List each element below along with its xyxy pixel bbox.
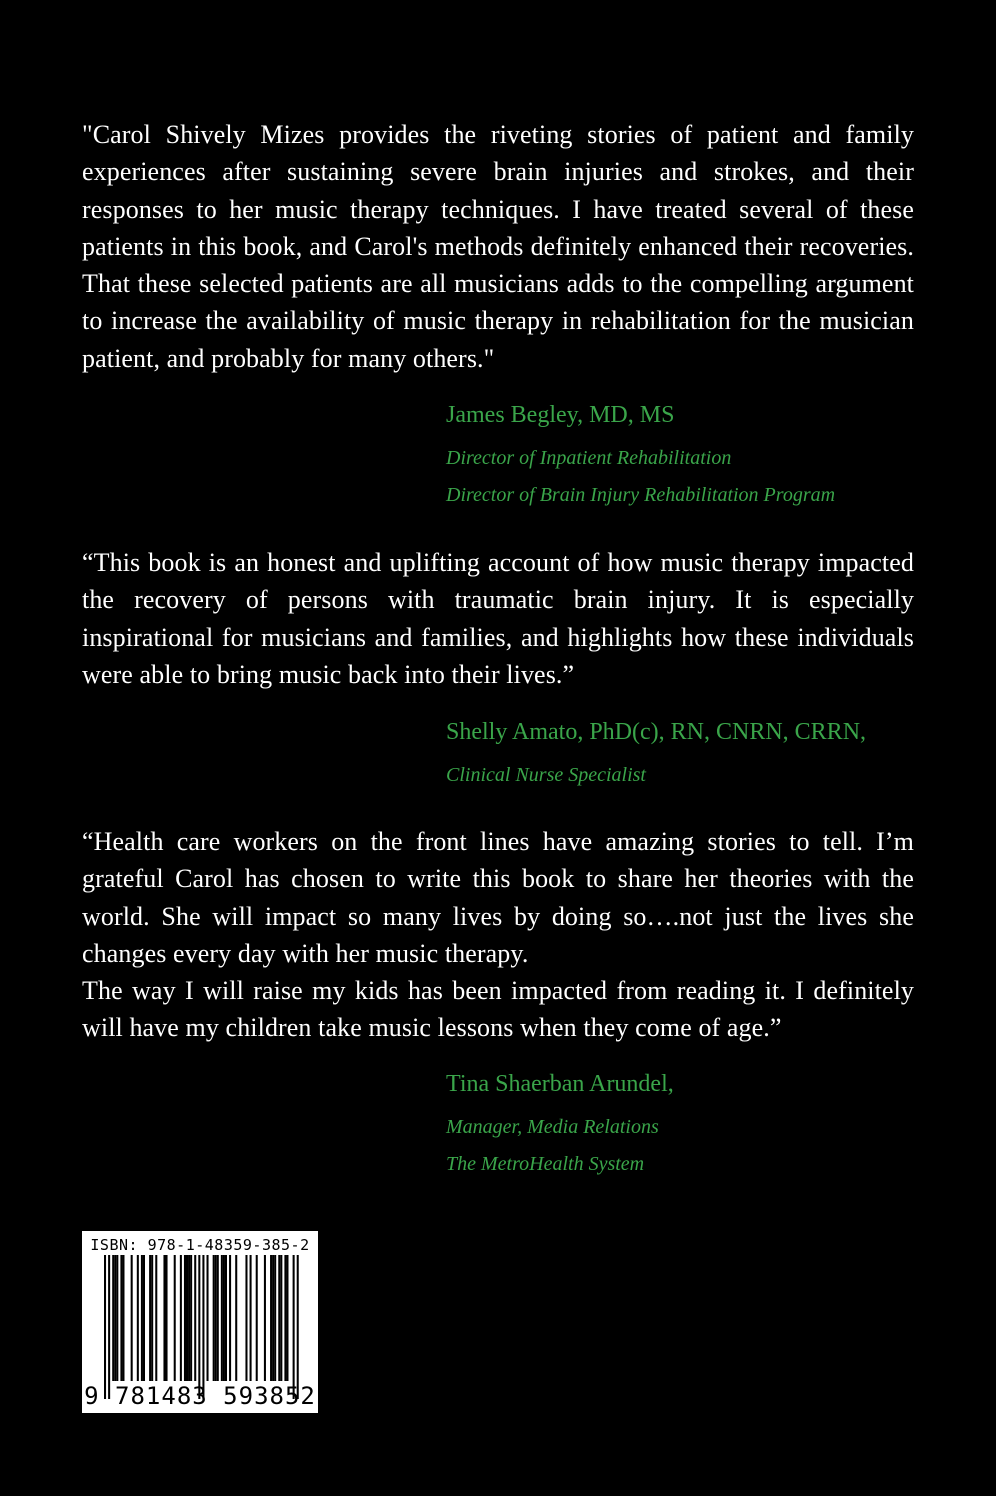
barcode-bar [180,1255,182,1381]
barcode-bar [188,1255,190,1381]
isbn-barcode [82,1231,318,1413]
barcode-bar [137,1255,139,1381]
barcode-bar [114,1255,116,1381]
barcode-bar [143,1255,145,1381]
barcode-bar [213,1255,215,1381]
barcode-bar [221,1255,223,1381]
testimonial-2-quote [82,544,914,693]
barcode-bar [274,1255,276,1381]
isbn-label: ISBN: 978-1-48359-385-2 [90,1236,310,1254]
barcode-digits: 9 781483 593852 [84,1382,316,1410]
barcode-bar [207,1255,209,1381]
barcode-bar [225,1255,227,1381]
barcode-bar [174,1255,176,1381]
barcode-bar [278,1255,280,1381]
barcode-bar [215,1255,217,1381]
barcode-bar [131,1255,133,1381]
testimonial-2-name: Shelly Amato, PhD(c), RN, CNRN, CRRN, [446,719,867,745]
barcode-bar [151,1255,153,1381]
barcode-bar [264,1255,266,1381]
barcode-bar [202,1255,204,1399]
barcode-bar [293,1255,295,1399]
testimonial-3-attribution [446,1069,674,1183]
barcode-bar [166,1255,168,1381]
testimonial-1-attribution [446,400,835,514]
barcode-bar [122,1255,124,1381]
testimonial-1-name: James Begley, MD, MS [446,402,675,428]
barcode-bar [235,1255,237,1381]
barcode-bar [194,1255,196,1381]
testimonial-3-paragraph: The way I will raise my kids has been impacted from reading it. I definitely will have my children take music lessons when they come of age.” [82,976,914,1043]
testimonial-3-quote [82,823,914,1047]
testimonial-3-role: The MetroHealth System [446,1153,645,1175]
barcode-bar [280,1255,282,1381]
testimonial-2-attribution [446,717,866,794]
testimonial-1-quote [82,116,914,377]
barcode-bar [120,1255,122,1381]
barcode-bar [104,1255,106,1399]
barcode-bar [116,1255,118,1381]
barcode-bar [256,1255,258,1381]
testimonial-2-paragraph: “This book is an honest and uplifting account of how music therapy impacted the recovery of persons with traumatic brain injury. It is especially inspirational for musicians and families, and highlights how these individuals were able to bring music back into their lives.” [82,548,914,689]
barcode-bar [108,1255,110,1399]
testimonial-1-role: Director of Inpatient Rehabilitation [446,447,732,469]
barcode-bar [229,1255,231,1381]
barcode-bar [217,1255,219,1381]
barcode-bar [184,1255,186,1381]
testimonial-3-name: Tina Shaerban Arundel, [446,1071,674,1097]
barcode-bar [250,1255,252,1381]
barcode-bar [163,1255,165,1381]
barcode-bar [186,1255,188,1381]
barcode-bar [286,1255,288,1381]
barcode-bar [284,1255,286,1381]
barcode-bar [112,1255,114,1381]
barcode-bar [149,1255,151,1381]
barcode-bar [198,1255,200,1399]
testimonial-3-role: Manager, Media Relations [446,1116,659,1138]
barcode-bar [141,1255,143,1381]
barcode-bar [272,1255,274,1381]
barcode-bar [190,1255,192,1381]
barcode-bar [245,1255,247,1381]
testimonial-1-role: Director of Brain Injury Rehabilitation Program [446,484,836,506]
barcode-bar [270,1255,272,1381]
barcode-bar [297,1255,299,1399]
barcode-bar [155,1255,157,1381]
testimonial-3-paragraph: “Health care workers on the front lines have amazing stories to tell. I’m grateful Carol has chosen to write this book to share her theories with the world. She will impact so many lives by doing so….not just the lives she changes every day with her music therapy. [82,827,914,968]
testimonial-1-paragraph: "Carol Shively Mizes provides the riveting stories of patient and family experiences after sustaining severe brain injuries and strokes, and their responses to her music therapy techniques. I have treated several of these patients in this book, and Carol's methods definitely enhanced their recoveries. That these selected patients are all musicians adds to the compelling argument to increase the availability of music therapy in rehabilitation for the musician patient, and probably for many others." [82,120,914,373]
barcode-bar [223,1255,225,1381]
testimonial-2-role: Clinical Nurse Specialist [446,764,646,786]
